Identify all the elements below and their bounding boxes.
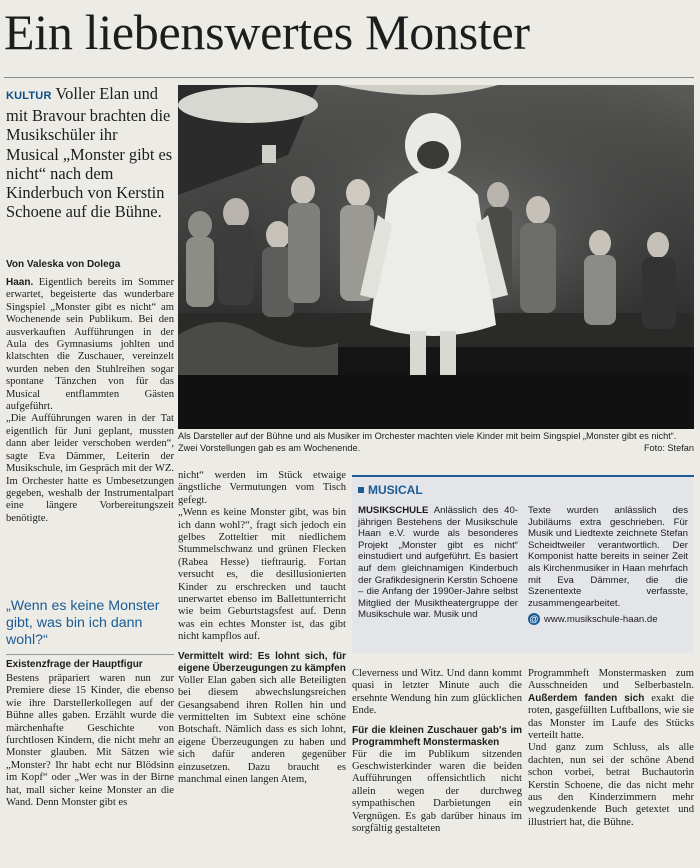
pull-quote-text: „Wenn es keine Monster gibt, was bin ich dann wohl?“ xyxy=(6,598,160,648)
photo-credit: Foto: Stefan xyxy=(643,442,694,453)
pull-quote xyxy=(6,598,174,670)
website-link[interactable]: @ www.musikschule-haan.de xyxy=(529,613,658,625)
section-tag: KULTUR xyxy=(6,90,52,102)
paragraph: Cleverness und Witz. Und dann kommt quasi in letzter Minute auch die ersehnte Wendung hin zum glücklichen Ende. xyxy=(352,668,522,717)
article-headline: Ein liebenswertes Monster xyxy=(4,4,530,60)
column-4 xyxy=(528,668,694,829)
at-sign-icon: @ xyxy=(529,614,539,625)
dateline: Haan. xyxy=(6,277,34,288)
info-box-left-text: MUSIKSCHULE Anlässlich des 40-jährigen Bestehens der Musikschule Haan e.V. wurde als besonderes Projekt „Monster gibt es nicht“ einstudiert und aufgeführt. Es basiert auf dem gleichnamigen Kinderbuch der Grafikdesignerin Kerstin Schoene – die Anfang der 1990er-Jahre selbst Mitglied der Musiktheatergruppe der Musikschule war. Musik und xyxy=(358,505,518,621)
column-1-continued xyxy=(6,673,174,809)
subheading: Für die kleinen Zuschauer gab's im Programmheft Monstermasken xyxy=(352,724,522,748)
square-bullet-icon xyxy=(358,487,364,493)
pull-quote-caption: Existenzfrage der Hauptfigur xyxy=(6,654,174,670)
stage-photo xyxy=(178,85,694,429)
headline-rule xyxy=(4,77,694,78)
info-box-right-text: Texte wurden anlässlich des Jubiläums extra geschrieben. Für Musik und Liedtexte zeichnete Stefan Scheidtweiler verantwortlich. Der Komponist hatte bereits in seiner Zeit als Kirchenmusiker in Haan mehrfach mit Eva Dämmer, die die Szenentexte verfasste, zusammengearbeitet. @ www.musikschule-haan.de xyxy=(528,505,688,625)
byline: Von Valeska von Dolega xyxy=(6,259,121,270)
paragraph: nicht“ werden im Stück etwaige ängstliche Vermutungen vom Tisch gefegt. xyxy=(178,470,346,506)
emphasis: Außerdem fanden sich xyxy=(528,692,645,704)
lead-text: Voller Elan und mit Bravour brachten die Musikschüler ihr Musical „Monster gibt es nicht“ nach dem Kinderbuch von Kerstin Schoene auf die Bühne. xyxy=(6,84,173,222)
article-lead xyxy=(6,84,174,221)
info-box-header: MUSICAL xyxy=(358,483,688,497)
paragraph: Für die im Publikum sitzenden Geschwisterkinder waren die beiden Aufführungen offensichtlich nicht allein wegen der durchweg sympathischen Darbietungen ein Vergnügen. Es gab darüber hinaus im sorgfältig gestalteten xyxy=(352,748,522,835)
photo-caption xyxy=(178,431,694,454)
paragraph: Haan. Eigentlich bereits im Sommer erwartet, begeisterte das wunderbare Singspiel „Monster gibt es nicht“ am Wochenende sein Publikum. Bei den ausverkauften Aufführungen in der Aula des Gymnasiums johlten und klatschten die Zuschauer, vereinzelt wurden neben den Stuhlreihen sogar spontane Tänzchen von für das Musical entflammten Gästen aufgeführt. xyxy=(6,277,174,413)
photo-caption-text: Als Darsteller auf der Bühne und als Musiker im Orchester machten viele Kinder mit beim Singspiel „Monster gibt es nicht“. Zwei Vorstellungen gab es am Wochenende. xyxy=(178,431,677,453)
subheading: Vermittelt wird: Es lohnt sich, für eigene Überzeugungen zu kämpfen xyxy=(178,650,346,674)
column-1 xyxy=(6,277,174,525)
info-box xyxy=(352,475,694,653)
paragraph: Und ganz zum Schluss, als alle dachten, nun sei der schöne Abend schon vorbei, betrat Buchautorin Kerstin Schoene, die das nicht mehr aus den Kinderzimmern mehr wegzudenkende Buch getextet und illustriert hat, die Bühne. xyxy=(528,742,694,828)
column-3 xyxy=(352,668,522,835)
paragraph: „Wenn es keine Monster gibt, was bin ich dann wohl?“, fragt sich jedoch ein gelbes Zotteltier mit niedlichem Stummelschwanz und grünen Flecken (Rabea Hesse) tieftraurig. Fortan versucht es, die desillusionierten Kinder zu erschrecken und taucht unerwartet ebenso im Ballettunterricht wie beim Geburtstagsfest auf. Denn was ein echtes Monster ist, das gibt nicht kampflos auf. xyxy=(178,507,346,643)
paragraph: „Die Aufführungen waren in der Tat eigentlich für Juni geplant, mussten dann aber leider verschoben werden“, sagte Eva Dämmer, Leiterin der Musikschule, im Gespräch mit der WZ. Im Orchester hatte es Umbesetzungen gegeben, weshalb der Instrumentalpart eine längere Vorbereitungszeit benötigte. xyxy=(6,413,174,524)
paragraph: Programmheft Monstermasken zum Ausschneiden und Selberbasteln. Außerdem fanden sich exakt die roten, gasgefüllten Luftballons, wie sie das Monster im Laufe des Stücks verteilt hatte. xyxy=(528,668,694,742)
paragraph: Voller Elan gaben sich alle Beteiligten bei diesem abwechslungsreichen Gesangsabend ihren Rollen hin und vermittelten im Subtext eine schöne Botschaft. Nämlich dass es sich lohnt, eigene Überzeugungen zu haben und sich dafür anderen gegenüber einzusetzen. Dazu braucht es manchmal einen langen Atem, xyxy=(178,674,346,785)
paragraph: Bestens präpariert waren nun zur Premiere diese 15 Kinder, die ebenso wie ihre Darstellerkollegen auf der Bühne alles gaben. Erzählt wurde die märchenhafte Geschichte von furchtlosen Kindern, die nicht mehr an Monster glauben. Mit Sätzen wie „Monster? Ihr habt echt nur Blödsinn im Kopf“ oder „Wer was in der Birne hat, mall sicher keine Monster an die Wand. Denn Monster gibt es xyxy=(6,673,174,809)
stage-photo-image xyxy=(178,85,694,429)
column-2 xyxy=(178,470,346,786)
